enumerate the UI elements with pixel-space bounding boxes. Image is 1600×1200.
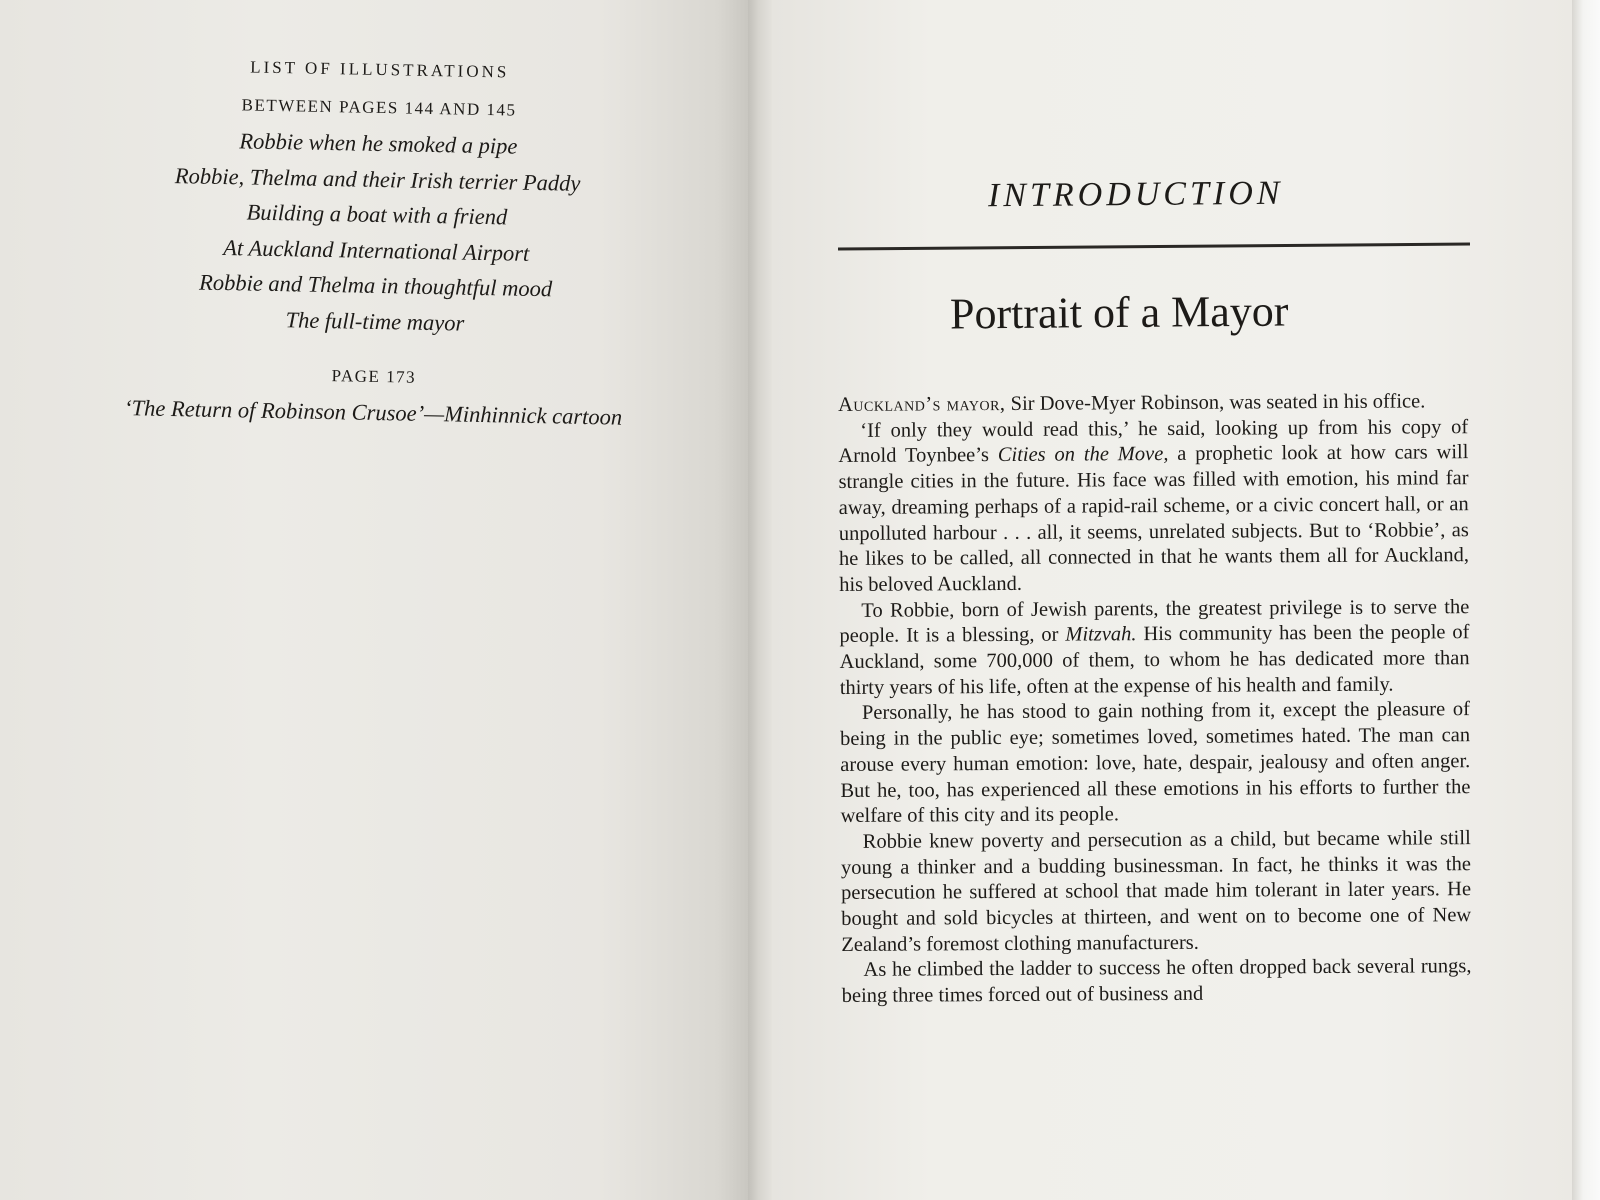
- paragraph-text: ‘If only they would read this,’ he said, looking up from his copy of Arnold Toynbee’s: [838, 415, 1469, 468]
- illustration-item: ‘The Return of Robinson Crusoe’—Minhinnick cartoon: [123, 395, 623, 430]
- paragraph-text: His community has been the people of Auckland, some 700,000 of them, to whom he has dedicated more than thirty years of his life, often at the expense of his health and family.: [839, 621, 1470, 699]
- paragraph: Robbie knew poverty and persecution as a child, but became while still young a thinker and a budding businessman. In fact, he thinks it was the persecution he suffered at school that made him tolerant in later years. He bought and sold bicycles at thirteen, and went on to become one of New Zealand’s foremost clothing manufacturers.: [840, 827, 1472, 956]
- illustrations-section-title: BETWEEN PAGES 144 AND 145: [241, 95, 517, 120]
- paragraph: [839, 595, 1470, 702]
- book-title: Cities on the Move,: [997, 443, 1169, 467]
- paragraph: As he climbed the ladder to success he often dropped back several rungs, being three times forced out of business and: [841, 955, 1472, 1008]
- page-edge: [1572, 0, 1600, 1200]
- illustrations-section-title: PAGE 173: [331, 366, 417, 387]
- book-gutter: [748, 0, 772, 1200]
- paragraph-lead-in: Auckland’s mayor,: [838, 392, 1006, 416]
- paragraph: [838, 415, 1469, 599]
- illustration-item: Robbie when he smoked a pipe: [239, 128, 518, 159]
- chapter-title: Portrait of a Mayor: [949, 286, 1289, 339]
- illustration-item: Building a boat with a friend: [246, 199, 508, 230]
- italic-term: Mitzvah.: [1065, 623, 1137, 646]
- chapter-label: INTRODUCTION: [987, 174, 1284, 215]
- illustrations-list: [105, 121, 649, 344]
- illustrations-heading: LIST OF ILLUSTRATIONS: [250, 57, 510, 82]
- illustration-item: At Auckland International Airport: [223, 234, 530, 266]
- list-of-illustrations: [103, 53, 650, 436]
- body-text: [838, 389, 1472, 1010]
- illustration-item: Robbie and Thelma in thoughtful mood: [198, 269, 553, 302]
- paragraph: [838, 389, 1468, 419]
- paragraph-text: To Robbie, born of Jewish parents, the greatest privilege is to serve the people. It is a blessing, or: [839, 595, 1470, 648]
- paragraph: Personally, he has stood to gain nothing from it, except the pleasure of being in the public eye; sometimes loved, sometimes hated. The man can arouse every human emotion: love, hate, despair, jealousy and often anger. But he, too, has experienced all these emotions in his efforts to further the welfare of this city and its people.: [840, 698, 1471, 828]
- paragraph-text: Sir Dove-Myer Robinson, was seated in his office.: [1005, 390, 1426, 415]
- paragraph-text: a prophetic look at how cars will strangle cities in the future. His face was filled with emotion, his mind far away, dreaming perhaps of a rapid-rail scheme, or a civic concert hall, or an unpolluted harbour . . . all, it seems, unrelated subjects. But to ‘Robbie’, as he likes to be called, all connected in that he wants them all for Auckland, his beloved Auckland.: [838, 441, 1470, 596]
- illustration-item: Robbie, Thelma and their Irish terrier Paddy: [174, 162, 581, 196]
- illustration-item: The full-time mayor: [285, 306, 465, 336]
